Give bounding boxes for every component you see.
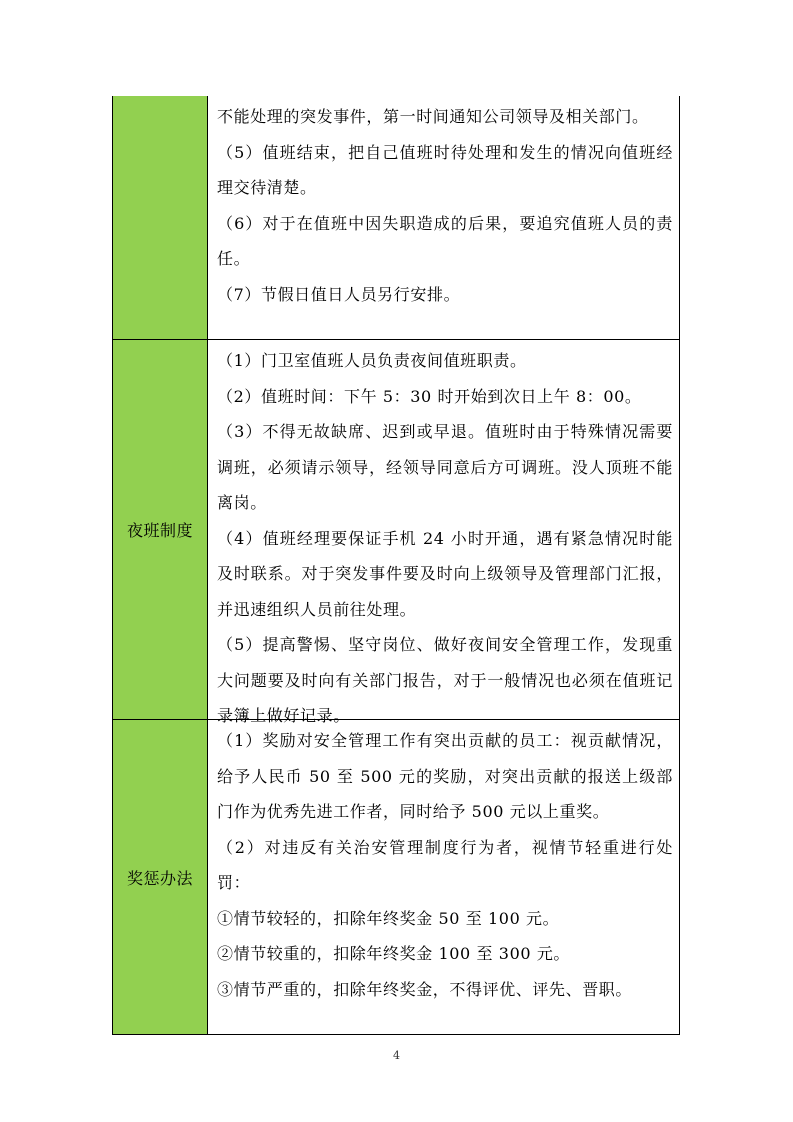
row-label <box>113 96 208 339</box>
rule-item: ②情节较重的，扣除年终奖金 100 至 300 元。 <box>217 944 571 963</box>
table-row-rewards-penalties <box>113 720 679 1035</box>
table-row-duty-continued <box>113 96 679 340</box>
rule-item: （5）值班结束，把自己值班时待处理和发生的情况向值班经理交待清楚。 <box>217 142 673 197</box>
rule-item: （4）值班经理要保证手机 24 小时开通，遇有紧急情况时能及时联系。对于突发事件要及时向上级领导及管理部门汇报，并迅速组织人员前往处理。 <box>217 528 673 619</box>
row-content <box>208 96 679 339</box>
rules-table <box>112 96 680 1035</box>
rule-item: （5）提高警惕、坚守岗位、做好夜间安全管理工作，发现重大问题要及时向有关部门报告，对于一般情况也必须在值班记录簿上做好记录。 <box>217 635 673 725</box>
row-content <box>208 340 679 725</box>
rule-item: ③情节严重的，扣除年终奖金，不得评优、评先、晋职。 <box>217 979 633 999</box>
row-label: 夜班制度 <box>113 340 208 719</box>
rule-item: （6）对于在值班中因失职造成的后果，要追究值班人员的责任。 <box>217 213 673 268</box>
page-number: 4 <box>393 1049 400 1062</box>
row-content <box>208 720 679 1034</box>
rule-item: （2）对违反有关治安管理制度行为者，视情节轻重进行处罚： <box>217 837 673 892</box>
rule-item: （1）奖励对安全管理工作有突出贡献的员工：视贡献情况，给予人民币 50 至 500 元的奖励，对突出贡献的报送上级部门作为优秀先进工作者，同时给予 500 元以上重奖。 <box>217 731 673 821</box>
rule-item: （7）节假日值日人员另行安排。 <box>217 284 461 304</box>
rule-item: （1）门卫室值班人员负责夜间值班职责。 <box>217 351 527 370</box>
rule-item: （2）值班时间：下午 5：30 时开始到次日上午 8：00。 <box>217 386 642 406</box>
rule-item: （3）不得无故缺席、迟到或早退。值班时由于特殊情况需要调班，必须请示领导，经领导同意后方可调班。没人顶班不能离岗。 <box>217 422 673 512</box>
rule-item: 不能处理的突发事件，第一时间通知公司领导及相关部门。 <box>217 107 649 126</box>
rule-item: ①情节较轻的，扣除年终奖金 50 至 100 元。 <box>217 908 560 928</box>
table-row-night-shift <box>113 340 679 725</box>
row-label: 奖惩办法 <box>113 720 208 1034</box>
